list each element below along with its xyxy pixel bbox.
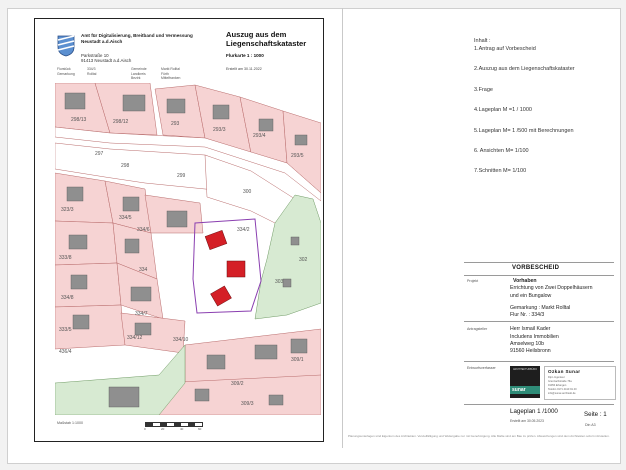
- parcel-label: 300: [243, 189, 252, 195]
- sunar-logo: [510, 366, 540, 398]
- vorhaben-text: Errichtung von Zwei Doppelhäusern: [510, 285, 593, 291]
- cadastral-map: [55, 83, 321, 415]
- sheet-divider: [342, 8, 343, 448]
- building: [67, 187, 83, 201]
- vorhaben-text: und ein Bungalow: [510, 293, 552, 299]
- client-company: Includens Immobilien: [510, 334, 559, 340]
- logo-caption: ARCHITEKTURBÜRO: [513, 368, 537, 371]
- parcel-label: 333/5: [59, 327, 72, 333]
- parcel-label: 334/7: [135, 311, 148, 317]
- extract-date: Erstellt am 30.11.2022: [226, 67, 262, 71]
- title-block-heading: VORBESCHEID: [512, 265, 560, 271]
- building: [65, 93, 85, 109]
- parcel-label: 302: [299, 257, 308, 263]
- designer-label: Entwurfsverfasser: [467, 366, 496, 370]
- bavarian-crest-icon: [57, 35, 75, 57]
- parcel-label: 299: [177, 173, 186, 179]
- building: [207, 355, 225, 369]
- map-sheet-label: Flurkarte 1 : 1000: [226, 53, 264, 58]
- meta-left: Flurstück Gemarkung: [57, 67, 75, 76]
- project-label: Projekt: [467, 279, 479, 283]
- client-name: Herr Ismail Kader: [510, 326, 551, 332]
- building: [123, 197, 139, 211]
- building: [69, 235, 87, 249]
- proposed-house: [227, 261, 245, 277]
- parcel-label: 334/5: [119, 215, 132, 221]
- contents-item: 5.Lageplan M= 1 /500 mit Berechnungen: [474, 127, 574, 134]
- extract-title: Auszug aus dem Liegenschaftskataster: [226, 30, 307, 48]
- building: [291, 237, 299, 245]
- contents-item: 4.Lageplan M =1 / 1000: [474, 107, 532, 114]
- title-block-rule: [464, 404, 614, 405]
- architect-line: 91054 Erlangen: [548, 384, 567, 387]
- architect-line: info@sunar-architekt.de: [548, 392, 576, 395]
- building: [123, 95, 145, 111]
- cadastral-extract: [34, 18, 324, 442]
- parcel-label: 293/5: [291, 153, 304, 159]
- building: [125, 239, 139, 253]
- office-street: Parkstraße 10: [81, 53, 109, 58]
- building: [269, 395, 283, 405]
- building: [283, 279, 291, 287]
- client-city: 91560 Heilsbronn: [510, 348, 551, 354]
- title-block-rule: [464, 275, 614, 276]
- title-block-rule: [464, 321, 614, 322]
- parcel-label: 293/4: [253, 133, 266, 139]
- contents-item: 3.Frage: [474, 86, 493, 93]
- client-label: Antragsteller: [467, 327, 488, 331]
- scale-tick: 20: [161, 427, 165, 431]
- scale-note: Maßstab 1:1000: [57, 421, 83, 425]
- building: [291, 339, 307, 353]
- parcel-label: 334/10: [173, 337, 189, 343]
- scale-tick: 0: [144, 427, 146, 431]
- client-street: Amselweg 10b: [510, 341, 545, 347]
- building: [195, 389, 209, 401]
- parcel-label: 323/3: [61, 207, 74, 213]
- contents-item: 1.Antrag auf Vorbescheid: [474, 46, 536, 52]
- contents-list: [474, 38, 575, 189]
- building: [73, 315, 89, 329]
- vorhaben-label: Vorhaben: [513, 278, 537, 284]
- building: [109, 387, 139, 407]
- architect-line: Grenzachstraße 76a: [548, 380, 572, 383]
- title-block-rule: [464, 262, 614, 263]
- building: [259, 119, 273, 131]
- meta-right-values: Markt Rolltal Fürth Mittelfranken: [161, 67, 181, 81]
- office-city: 91413 Neustadt a.d.Aisch: [81, 58, 132, 64]
- logo-word: sunar: [512, 387, 526, 393]
- sheet-date: Erstellt am 30.05.2023: [510, 419, 544, 423]
- building: [295, 135, 307, 145]
- scale-tick: 60: [198, 427, 202, 431]
- paper-format: Din A3: [585, 423, 596, 427]
- parcel-label: 293/3: [213, 127, 226, 133]
- parcel-label: 436/4: [59, 349, 72, 355]
- flur-number: Flur Nr. : 334/3: [510, 312, 545, 318]
- architect-name: Ozkan Sunar: [548, 369, 581, 374]
- meta-left-values: 334/3 Rolltal: [87, 67, 97, 76]
- parcel-label: 309/1: [291, 357, 304, 363]
- architect-line: Dipl.-Ingenieur: [548, 376, 565, 379]
- office-address: [81, 53, 131, 64]
- contents-heading: Inhalt :: [474, 38, 491, 44]
- building: [255, 345, 277, 359]
- page-number: Seite : 1: [584, 411, 607, 418]
- parcel-label: 333/8: [59, 255, 72, 261]
- parcel-label: 334/12: [127, 335, 143, 341]
- scale-tick: 40: [180, 427, 184, 431]
- parcel-label: 293: [171, 121, 180, 127]
- parcel-label: 334: [139, 267, 148, 273]
- building: [131, 287, 151, 301]
- contents-item: 2.Auszug aus dem Liegenschaftskataster: [474, 66, 575, 73]
- architect-stamp: [544, 366, 616, 400]
- sheet-title: Lageplan 1 /1000: [510, 408, 558, 415]
- building: [213, 105, 229, 119]
- parcel-label: 297: [95, 151, 104, 157]
- parcel-label: 309/3: [241, 401, 254, 407]
- building: [167, 211, 187, 227]
- title-block-rule: [464, 361, 614, 362]
- building: [167, 99, 185, 113]
- building: [135, 323, 151, 335]
- parcel-label: 303: [275, 279, 284, 285]
- meta-right: Gemeinde Landkreis Bezirk: [131, 67, 147, 81]
- gemarkung: Gemarkung : Markt Rolltal: [510, 305, 571, 311]
- parcel-label: 309/2: [231, 381, 244, 387]
- contents-item: 6. Ansichten M= 1/100: [474, 147, 529, 154]
- parcel-label: 334/8: [61, 295, 74, 301]
- office-name: Amt für Digitalisierung, Breitband und Vermessung Neustadt a.d.Aisch: [81, 33, 193, 44]
- building: [71, 275, 87, 289]
- parcel-label: 298/13: [71, 117, 87, 123]
- contents-item: 7.Schnitten M= 1/100: [474, 168, 527, 175]
- parcel-label: 298/12: [113, 119, 129, 125]
- architect-line: Telefon 0171 4410 91 40: [548, 388, 577, 391]
- parcel-label: 334/2: [237, 227, 250, 233]
- parcel-label: 298: [121, 163, 130, 169]
- parcel-label: 334/6: [137, 227, 150, 233]
- footnote: Planungsunterlagen sind Eigentum des Architekten. Vervielfältigung und Weitergabe nur mit Genehmigung. Alle Maße sind am Bau zu prüfen. Abweichungen sind dem Architekten sofort mitzuteilen.: [348, 434, 610, 438]
- scale-bar: [145, 422, 203, 427]
